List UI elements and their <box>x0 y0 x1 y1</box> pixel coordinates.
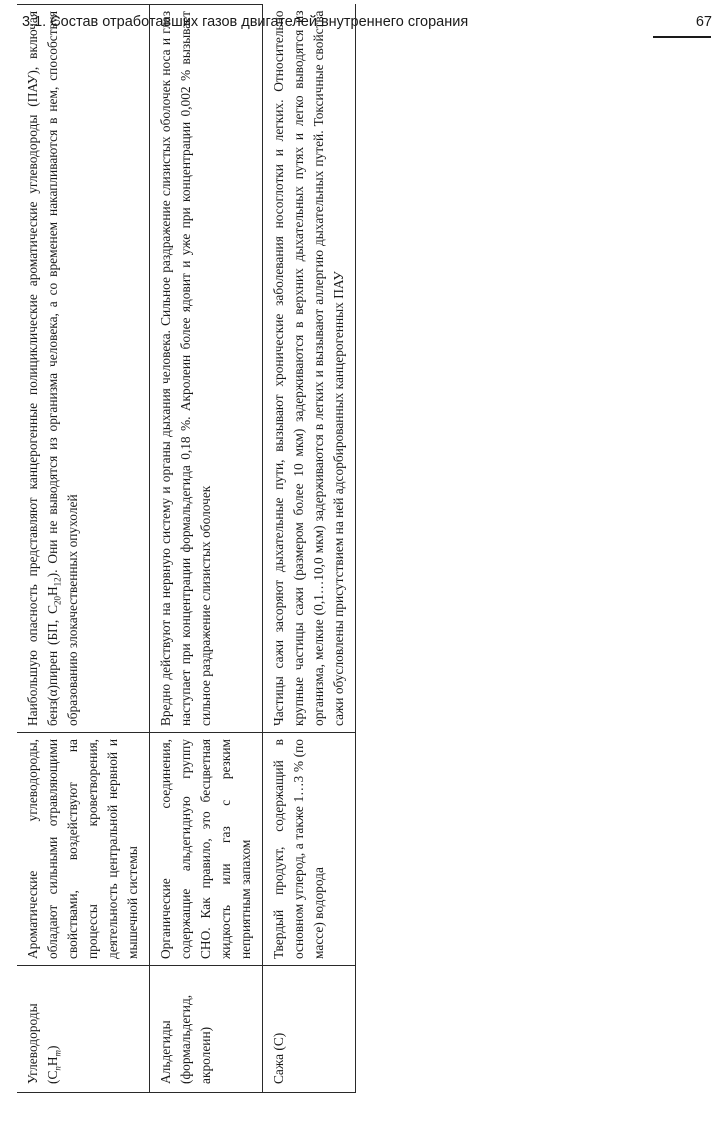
health-effect: Вредно действуют на нервную систему и органы дыхания человека. Сильное раздражение слизистых оболочек носа и глаз наступает при концентрации формальдегида 0,18 %. Акролеин более ядовит и уже при концентрации 0,002 % вызывает сильное раздражение слизистых оболочек <box>158 11 213 726</box>
health-effect: Наибольшую опасность представляют канцерогенные полициклические ароматические углеводороды (ПАУ), включая бенз(α)пирен (БП, $C_{20}H_{12}$). Они не выводятся из организма человека, а со временем накапливаются в нем, способствуя образованию злокачественных опухолей <box>25 11 80 726</box>
health-effect-cell <box>150 5 263 733</box>
table-row <box>150 5 263 1093</box>
substance-name-cell <box>150 966 263 1093</box>
substance-description: Органические соединения, содержащие альдегидную группу CHO. Как правило, это бесцветная жидкость или газ с резким неприятным запахом <box>158 739 253 959</box>
toxicity-table <box>17 4 356 1093</box>
health-effect-cell <box>17 5 150 733</box>
substance-description: Твердый продукт, содержащий в основном углерод, а также 1…3 % (по массе) водорода <box>271 739 326 959</box>
section-title: 3.1. Состав отработавших газов двигателей внутреннего сгорания <box>22 14 469 30</box>
substance-description-cell <box>17 733 150 966</box>
substance-name-cell <box>17 966 150 1093</box>
table-row <box>263 5 356 1093</box>
substance-name: Альдегиды (формальдегид, акролеин) <box>158 994 213 1084</box>
substance-name: Углеводороды <box>25 1003 40 1084</box>
table-row <box>17 5 150 1093</box>
substance-formula: $(C_nH_m)$ <box>45 1045 63 1084</box>
substance-description: Ароматические углеводороды, обладают сильными отравляющими свойствами, воздействуют на процессы кроветворения, деятельность центральной нервной и мышечной системы <box>25 739 140 959</box>
page-number: 67 <box>695 14 712 30</box>
health-effect: Частицы сажи засоряют дыхательные пути, вызывают хронические заболевания носоглотки и легких. Относительно крупные частицы сажи (размером более 10 мкм) задерживаются в верхних дыхательных путях и легко выводятся из организма, мелкие (0,1…10,0 мкм) задерживаются в легких и вызывают аллергию дыхательных путей. Токсичные свойства сажи обусловлены присутствием на ней адсорбированных канцерогенных ПАУ <box>271 10 346 726</box>
substance-description-cell <box>150 733 263 966</box>
substance-name: Сажа (С) <box>271 1032 286 1084</box>
substance-name-cell <box>263 966 356 1093</box>
substance-description-cell <box>263 733 356 966</box>
header-rule <box>653 36 711 38</box>
health-effect-cell <box>263 5 356 733</box>
